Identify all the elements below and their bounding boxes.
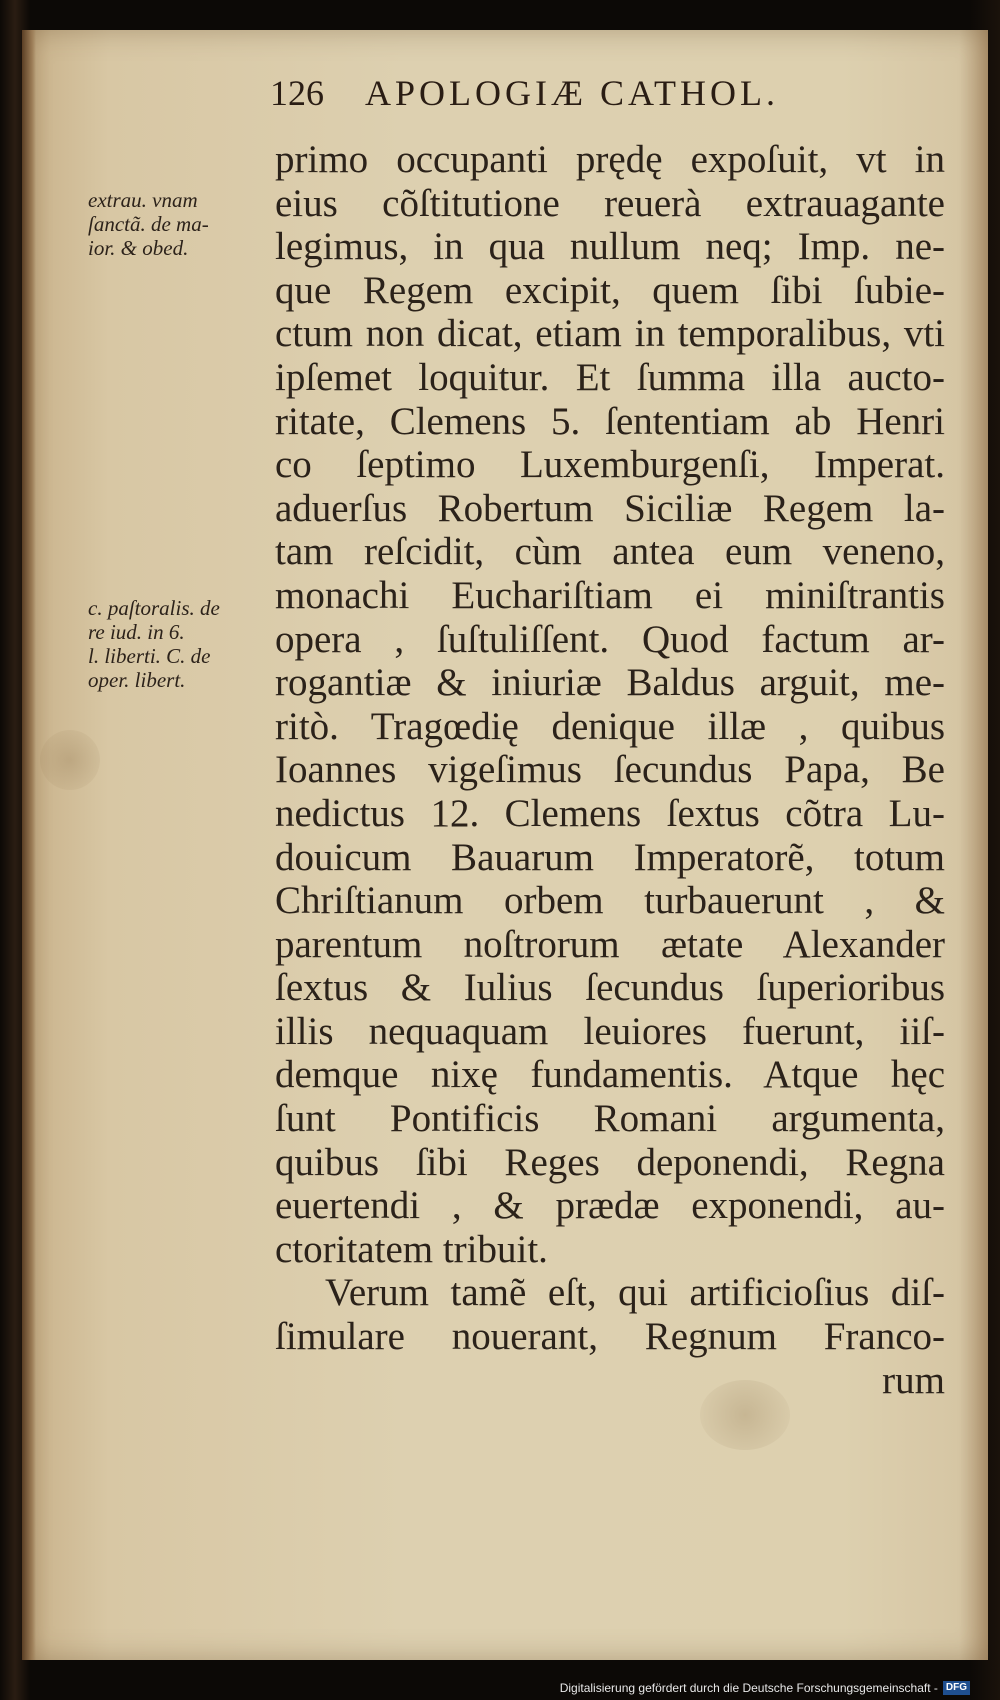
marginal-note-line: ſanctã. de ma-: [88, 212, 209, 236]
paper-stain: [40, 730, 100, 790]
credit-text: Digitalisierung gefördert durch die Deutsche Forschungsgemeinschaft -: [559, 1681, 938, 1695]
marginal-note-line: re iud. in 6.: [88, 620, 185, 644]
text-line: Chriſtianum orbem turbauerunt , &: [275, 879, 945, 923]
marginal-note-line: l. liberti. C. de: [88, 644, 211, 668]
running-head-title: APOLOGIÆ CATHOL.: [365, 73, 779, 113]
text-line-paragraph-start: Verum tamẽ eſt, qui artificioſius diſ-: [325, 1271, 945, 1315]
text-line: legimus, in qua nullum neq; Imp. ne-: [275, 225, 945, 269]
digitization-credit: [560, 1678, 970, 1698]
text-line: tam reſcidit, cùm antea eum veneno,: [275, 530, 945, 574]
text-line: monachi Euchariſtiam ei miniſtrantis: [275, 573, 945, 617]
body-text: [275, 138, 945, 1402]
text-line: parentum noſtrorum ætate Alexander: [275, 922, 945, 966]
text-line: nedictus 12. Clemens ſextus cõtra Lu-: [275, 791, 945, 835]
text-line: co ſeptimo Luxemburgenſi, Imperat.: [275, 443, 945, 487]
text-line: rogantiæ & iniuriæ Baldus arguit, me-: [275, 661, 945, 705]
marginal-note-line: extrau. vnam: [88, 188, 198, 212]
text-line: demque nixę fundamentis. Atque hęc: [275, 1053, 945, 1097]
page-number: 126: [270, 73, 324, 113]
text-line: ctoritatem tribuit.: [275, 1227, 548, 1271]
text-line: illis nequaquam leuiores fuerunt, iiſ-: [275, 1009, 945, 1053]
text-line: que Regem excipit, quem ſibi ſubie-: [275, 268, 945, 312]
text-line: euertendi , & prædæ exponendi, au-: [275, 1184, 945, 1228]
marginal-note-pastoralis: [88, 596, 278, 692]
marginal-note-line: oper. libert.: [88, 668, 186, 692]
text-line: ipſemet loquitur. Et ſumma illa aucto-: [275, 355, 945, 399]
marginal-note-line: ior. & obed.: [88, 236, 189, 260]
dfg-logo: DFG: [943, 1681, 970, 1695]
text-line: opera , ſuſtuliſſent. Quod factum ar-: [275, 617, 945, 661]
text-line: aduerſus Robertum Siciliæ Regem la-: [275, 486, 945, 530]
text-line: Ioannes vigeſimus ſecundus Papa, Be: [275, 748, 945, 792]
text-line: ritate, Clemens 5. ſententiam ab Henri: [275, 399, 945, 443]
text-line: quibus ſibi Reges deponendi, Regna: [275, 1140, 945, 1184]
page-gutter-edge: [22, 30, 36, 1660]
text-line: ctum non dicat, etiam in temporalibus, vti: [275, 312, 945, 356]
marginal-note-line: c. paſtoralis. de: [88, 596, 220, 620]
marginal-note-extravagante: [88, 188, 278, 260]
text-line: eius cõſtitutione reuerà extrauagante: [275, 181, 945, 225]
text-line: ſextus & Iulius ſecundus ſuperioribus: [275, 966, 945, 1010]
text-line: ſimulare nouerant, Regnum Franco-: [275, 1315, 945, 1359]
catchword: rum: [882, 1358, 945, 1402]
text-line: ritò. Tragœdię denique illæ , quibus: [275, 704, 945, 748]
text-line: primo occupanti prędę expoſuit, vt in: [275, 138, 945, 181]
running-head: [270, 72, 870, 122]
text-line: douicum Bauarum Imperatorẽ, totum: [275, 835, 945, 879]
text-line: ſunt Pontificis Romani argumenta,: [275, 1097, 945, 1141]
